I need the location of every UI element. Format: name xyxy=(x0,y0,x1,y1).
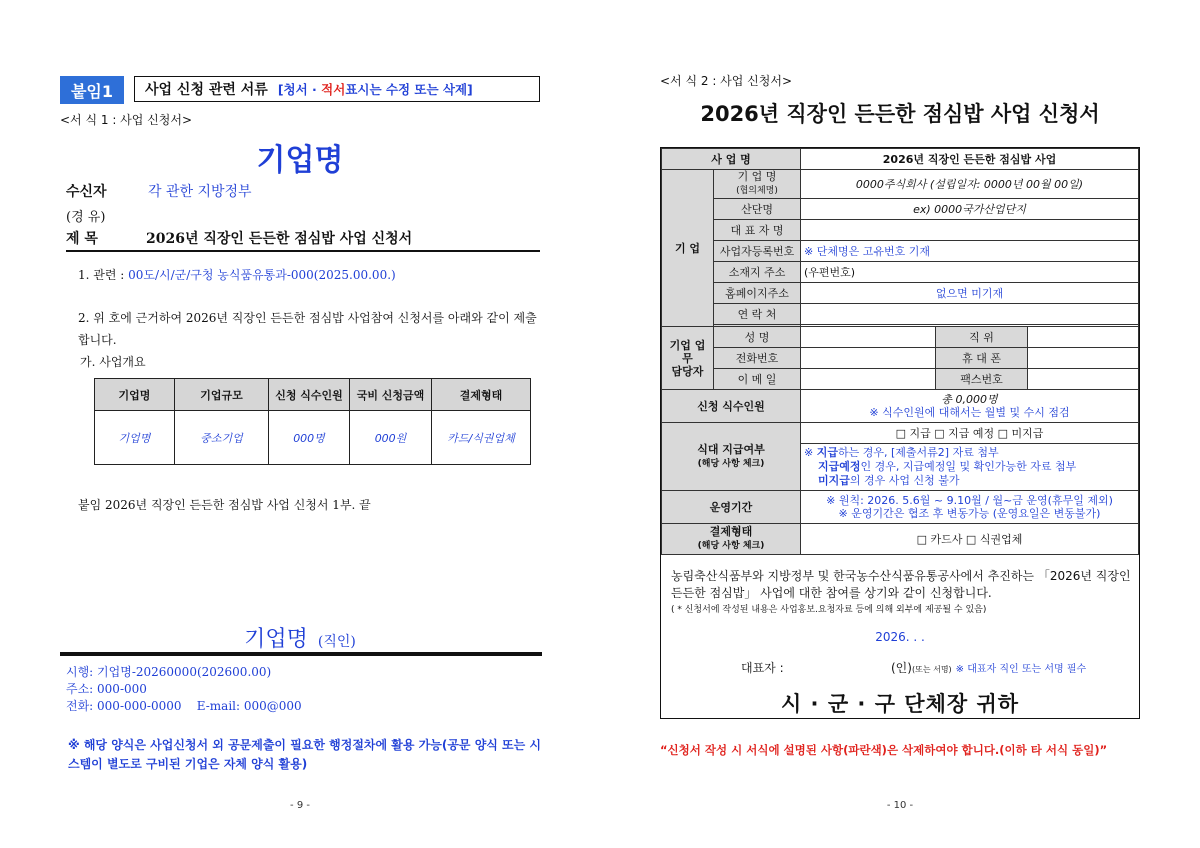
company-name-label: 기 업 명 (협의체명) xyxy=(714,170,801,199)
table-row xyxy=(662,241,1139,262)
company-name-value: 0000주식회사 (설립일자: 0000년 00월 00일) xyxy=(801,170,1139,199)
complex-label: 산단명 xyxy=(714,199,801,220)
issuer-info xyxy=(66,664,302,715)
section-title: 사업 신청 관련 서류 xyxy=(145,82,268,98)
representative-seal: (인)(또는 서명) ※ 대표자 직인 또는 서명 필수 xyxy=(891,661,1087,675)
company-group-label: 기 업 xyxy=(662,170,714,327)
page-number: - 10 - xyxy=(886,800,914,811)
table-row xyxy=(662,220,1139,241)
attachment-line: 붙임 2026년 직장인 든든한 점심밥 사업 신청서 1부. 끝 xyxy=(78,498,371,512)
manager-position-label: 직 위 xyxy=(936,327,1028,348)
manager-name-label: 성 명 xyxy=(714,327,801,348)
issuer-contact: 전화: 000-000-0000 E-mail: 000@000 xyxy=(66,699,302,713)
page-number: - 9 - xyxy=(290,800,310,811)
section-title-box xyxy=(134,76,540,102)
table-header: 국비 신청금액 xyxy=(350,379,432,411)
payment-type-options[interactable]: □ 카드사 □ 식권업체 xyxy=(801,524,1139,555)
payment-type-label: 결제형태 (해당 사항 체크) xyxy=(662,524,801,555)
regno-value: ※ 단체명은 고유번호 기재 xyxy=(801,241,1139,262)
signature-seal: (직인) xyxy=(317,634,356,650)
manager-fax-value[interactable] xyxy=(1028,369,1139,390)
contact-value[interactable] xyxy=(801,304,1139,325)
table-header: 기업규모 xyxy=(175,379,269,411)
table-row xyxy=(662,170,1139,199)
deletion-notice: “신청서 작성 시 서식에 설명된 사항(파란색)은 삭제하여야 합니다.(이하 타 서식 동일)” xyxy=(660,743,1108,757)
table-header: 기업명 xyxy=(95,379,175,411)
manager-fax-label: 팩스번호 xyxy=(936,369,1028,390)
table-row xyxy=(662,199,1139,220)
manager-tel-value[interactable] xyxy=(801,348,936,369)
table-header: 결제형태 xyxy=(432,379,531,411)
signature-divider xyxy=(60,652,542,656)
manager-position-value[interactable] xyxy=(1028,327,1139,348)
recipient-label: 수신자 xyxy=(66,184,107,200)
biz-name-label: 사 업 명 xyxy=(662,149,801,170)
table-row xyxy=(662,369,1139,390)
via-line: (경 유) xyxy=(66,210,106,225)
attachment-badge: 붙임1 xyxy=(60,76,124,104)
table-header-row xyxy=(95,379,531,411)
manager-mobile-value[interactable] xyxy=(1028,348,1139,369)
pay-label: 식대 지급여부 (해당 사항 체크) xyxy=(662,423,801,491)
complex-value: ex) 0000국가산업단지 xyxy=(801,199,1139,220)
table-row xyxy=(662,423,1139,444)
representative-label: 대표자 : xyxy=(741,661,784,675)
table-row xyxy=(95,411,531,465)
pay-options[interactable]: □ 지급 □ 지급 예정 □ 미지급 xyxy=(801,423,1139,444)
table-row xyxy=(662,491,1139,524)
table-row xyxy=(662,262,1139,283)
table-row xyxy=(662,524,1139,555)
pay-notes: ※ 지급하는 경우, [제출서류2] 자료 첨부 지급예정인 경우, 지급예정일 및 확인가능한 자료 첨부 미지급의 경우 사업 신청 불가 xyxy=(801,444,1139,491)
table-row xyxy=(662,304,1139,325)
table-cell: 000명 xyxy=(269,411,350,465)
manager-tel-label: 전화번호 xyxy=(714,348,801,369)
biz-name-value: 2026년 직장인 든든한 점심밥 사업 xyxy=(801,149,1139,170)
company-heading: 기업명 xyxy=(256,143,344,178)
section-title-note: [청서 · 적서표시는 수정 또는 삭제] xyxy=(277,82,473,97)
application-table xyxy=(661,148,1139,555)
declaration xyxy=(671,568,1131,619)
overview-table xyxy=(94,378,531,465)
right-page xyxy=(600,0,1200,848)
issuer-address: 주소: 000-000 xyxy=(66,682,147,696)
ceo-value[interactable] xyxy=(801,220,1139,241)
declaration-text: 농림축산식품부와 지방정부 및 한국농수산식품유통공사에서 추진하는 「2026년 직장인 든든한 점심밥」 사업에 대한 참여를 상기와 같이 신청합니다. xyxy=(671,569,1131,600)
address-value: (우편번호) xyxy=(801,262,1139,283)
period-notes: ※ 원칙: 2026. 5.6월 ~ 9.10월 / 월~금 운영(휴무일 제외) ※ 운영기간은 협조 후 변동가능 (운영요일은 변동불가) xyxy=(801,491,1139,524)
signature-company: 기업명 xyxy=(244,627,308,652)
manager-name-value[interactable] xyxy=(801,327,936,348)
manager-email-label: 이 메 일 xyxy=(714,369,801,390)
form-title: 2026년 직장인 든든한 점심밥 사업 신청서 xyxy=(700,102,1100,126)
issue-number: 시행: 기업명-20260000(202600.00) xyxy=(66,665,272,679)
subject-value: 2026년 직장인 든든한 점심밥 사업 신청서 xyxy=(146,231,413,247)
form-label: <서 식 1 : 사업 신청서> xyxy=(60,113,193,127)
homepage-value: 없으면 미기재 xyxy=(801,283,1139,304)
ceo-label: 대 표 자 명 xyxy=(714,220,801,241)
period-label: 운영기간 xyxy=(662,491,801,524)
table-row xyxy=(662,390,1139,423)
table-row xyxy=(662,149,1139,170)
table-row xyxy=(662,283,1139,304)
recipient-value: 각 관한 지방정부 xyxy=(148,184,252,200)
subject-line xyxy=(66,228,540,252)
recipient-line xyxy=(66,181,252,201)
contact-label: 연 락 처 xyxy=(714,304,801,325)
headcount-value: 총 0,000명 ※ 식수인원에 대해서는 월별 및 수시 점검 xyxy=(801,390,1139,423)
item-2: 2. 위 호에 근거하여 2026년 직장인 든든한 점심밥 사업참여 신청서를 아래와 같이 제출합니다. xyxy=(78,311,537,347)
usage-note: ※ 해당 양식은 사업신청서 외 공문제출이 필요한 행정절차에 활용 가능(공문 양식 또는 시스템이 별도로 구비된 기업은 자체 양식 활용) xyxy=(68,738,542,771)
table-cell: 기업명 xyxy=(95,411,175,465)
table-header: 신청 식수인원 xyxy=(269,379,350,411)
declaration-fine: ( * 신청서에 작성된 내용은 사업홍보.요청자료 등에 의해 외부에 제공될 수 있음) xyxy=(671,605,987,615)
application-date[interactable]: 2026. . . xyxy=(875,630,925,644)
address-label: 소재지 주소 xyxy=(714,262,801,283)
homepage-label: 홈페이지주소 xyxy=(714,283,801,304)
table-row xyxy=(662,348,1139,369)
form-label: <서 식 2 : 사업 신청서> xyxy=(660,74,793,88)
signature xyxy=(60,622,540,653)
table-row xyxy=(662,327,1139,348)
table-cell: 중소기업 xyxy=(175,411,269,465)
headcount-label: 신청 식수인원 xyxy=(662,390,801,423)
manager-group-label: 기업 업무 담당자 xyxy=(662,327,714,390)
item-2a: 가. 사업개요 xyxy=(80,355,146,369)
application-form xyxy=(660,147,1140,719)
regno-label: 사업자등록번호 xyxy=(714,241,801,262)
table-cell: 카드/식권업체 xyxy=(432,411,531,465)
manager-mobile-label: 휴 대 폰 xyxy=(936,348,1028,369)
addressee: 시 · 군 · 구 단체장 귀하 xyxy=(780,692,1020,716)
manager-email-value[interactable] xyxy=(801,369,936,390)
item-1: 1. 관련 : 00도/시/군/구청 농식품유통과-000(2025.00.00.) xyxy=(78,268,396,282)
subject-label: 제 목 xyxy=(66,231,98,247)
table-cell: 000원 xyxy=(350,411,432,465)
